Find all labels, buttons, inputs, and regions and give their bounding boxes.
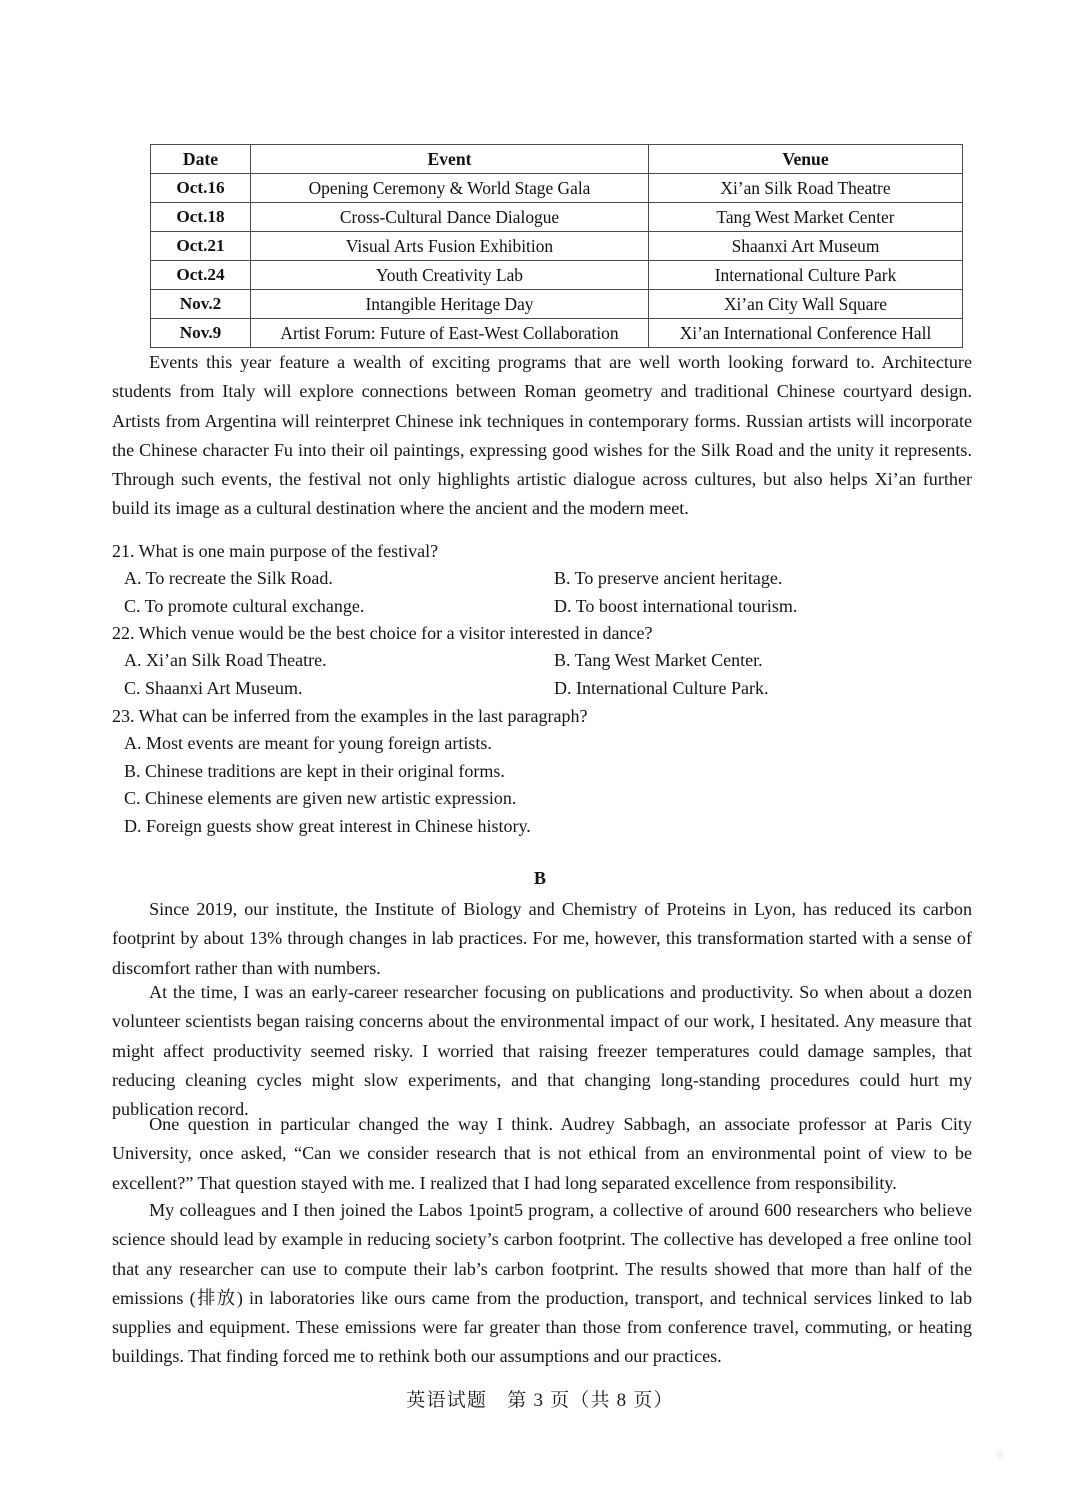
table-row xyxy=(151,203,963,232)
scan-artifact xyxy=(996,1450,1003,1459)
question-21-stem: 21. What is one main purpose of the festival? xyxy=(112,541,439,561)
question-23-option-b[interactable]: B. Chinese traditions are kept in their original forms. xyxy=(124,760,505,781)
festival-schedule-table-container xyxy=(150,144,962,348)
cell-event: Cross-Cultural Dance Dialogue xyxy=(251,203,649,232)
section-b-paragraph-2: At the time, I was an early-career researcher focusing on publications and productivity. So when about a dozen volunteer scientists began raising concerns about the environmental impact of our work, I hesitated. Any measure that might affect productivity seemed risky. I worried that raising freezer temperatures could damage samples, that reducing cleaning cycles might slow experiments, and that changing long-standing procedures could hurt my publication record. xyxy=(112,982,972,1120)
cell-venue: Xi’an Silk Road Theatre xyxy=(649,174,963,203)
table-row xyxy=(151,319,963,348)
question-21 xyxy=(112,538,982,620)
table-row xyxy=(151,290,963,319)
question-21-option-d[interactable]: D. To boost international tourism. xyxy=(554,595,798,616)
question-21-options-row-1 xyxy=(112,565,982,592)
section-b-paragraph-1: Since 2019, our institute, the Institute of Biology and Chemistry of Proteins in Lyon, has reduced its carbon footprint by about 13% through changes in lab practices. For me, however, this transformation started with a sense of discomfort rather than with numbers. xyxy=(112,899,972,978)
column-header-event: Event xyxy=(251,145,649,174)
festival-schedule-table xyxy=(150,144,963,348)
question-21-option-b[interactable]: B. To preserve ancient heritage. xyxy=(554,568,783,589)
cell-event: Youth Creativity Lab xyxy=(251,261,649,290)
table-row xyxy=(151,232,963,261)
cell-event: Artist Forum: Future of East-West Collaboration xyxy=(251,319,649,348)
section-b-letter: B xyxy=(533,868,547,888)
cell-date: Oct.18 xyxy=(151,203,251,232)
question-21-option-a[interactable]: A. To recreate the Silk Road. xyxy=(124,568,333,589)
question-22-option-a[interactable]: A. Xi’an Silk Road Theatre. xyxy=(124,650,327,671)
question-22-options-row-1 xyxy=(112,647,982,674)
cell-date: Oct.21 xyxy=(151,232,251,261)
question-22 xyxy=(112,620,982,702)
table-header-row xyxy=(151,145,963,174)
question-22-option-b[interactable]: B. Tang West Market Center. xyxy=(554,650,763,671)
passage-a-paragraph: Events this year feature a wealth of exciting programs that are well worth looking forward to. Architecture students from Italy will explore connections between Roman geometry and traditional Chinese courtyard design. Artists from Argentina will reinterpret Chinese ink techniques in contemporary forms. Russian artists will incorporate the Chinese character Fu into their oil paintings, expressing good wishes for the Silk Road and the unity it represents. Through such events, the festival not only highlights artistic dialogue across cultures, but also helps Xi’an further build its image as a cultural destination where the ancient and the modern meet. xyxy=(112,352,972,519)
cell-date: Oct.16 xyxy=(151,174,251,203)
question-22-stem: 22. Which venue would be the best choice for a visitor interested in dance? xyxy=(112,623,653,643)
question-23-option-d[interactable]: D. Foreign guests show great interest in Chinese history. xyxy=(124,815,531,836)
cell-event: Opening Ceremony & World Stage Gala xyxy=(251,174,649,203)
page-footer: 英语试题 第 3 页（共 8 页） xyxy=(406,1390,674,1411)
cell-venue: Shaanxi Art Museum xyxy=(649,232,963,261)
question-22-options-row-2 xyxy=(112,675,982,702)
section-b-paragraph-4: My colleagues and I then joined the Labos 1point5 program, a collective of around 600 researchers who believe science should lead by example in reducing society’s carbon footprint. The collective has developed a free online tool that any researcher can use to compute their lab’s carbon footprint. The results showed that more than half of the emissions (排放) in laboratories like ours came from the production, transport, and technical services linked to lab supplies and equipment. These emissions were far greater than those from conference travel, commuting, or heating buildings. That finding forced me to rethink both our assumptions and our practices. xyxy=(112,1200,972,1367)
section-b-paragraph-3: One question in particular changed the way I think. Audrey Sabbagh, an associate professor at Paris City University, once asked, “Can we consider research that is not ethical from an environmental point of view to be excellent?” That question stayed with me. I realized that I had long separated excellence from responsibility. xyxy=(112,1114,972,1193)
cell-date: Oct.24 xyxy=(151,261,251,290)
cell-date: Nov.2 xyxy=(151,290,251,319)
question-22-option-c[interactable]: C. Shaanxi Art Museum. xyxy=(124,677,303,698)
question-23 xyxy=(112,703,982,840)
question-23-stem: 23. What can be inferred from the examples in the last paragraph? xyxy=(112,706,588,726)
cell-venue: Tang West Market Center xyxy=(649,203,963,232)
cell-date: Nov.9 xyxy=(151,319,251,348)
question-23-option-c[interactable]: C. Chinese elements are given new artistic expression. xyxy=(124,788,517,809)
question-22-option-d[interactable]: D. International Culture Park. xyxy=(554,677,769,698)
cell-event: Intangible Heritage Day xyxy=(251,290,649,319)
column-header-venue: Venue xyxy=(649,145,963,174)
question-21-option-c[interactable]: C. To promote cultural exchange. xyxy=(124,595,365,616)
column-header-date: Date xyxy=(151,145,251,174)
table-row xyxy=(151,174,963,203)
question-23-option-a[interactable]: A. Most events are meant for young foreign artists. xyxy=(124,733,492,754)
cell-venue: Xi’an City Wall Square xyxy=(649,290,963,319)
question-21-options-row-2 xyxy=(112,593,982,620)
cell-venue: International Culture Park xyxy=(649,261,963,290)
cell-event: Visual Arts Fusion Exhibition xyxy=(251,232,649,261)
question-23-options xyxy=(112,730,982,840)
table-row xyxy=(151,261,963,290)
cell-venue: Xi’an International Conference Hall xyxy=(649,319,963,348)
